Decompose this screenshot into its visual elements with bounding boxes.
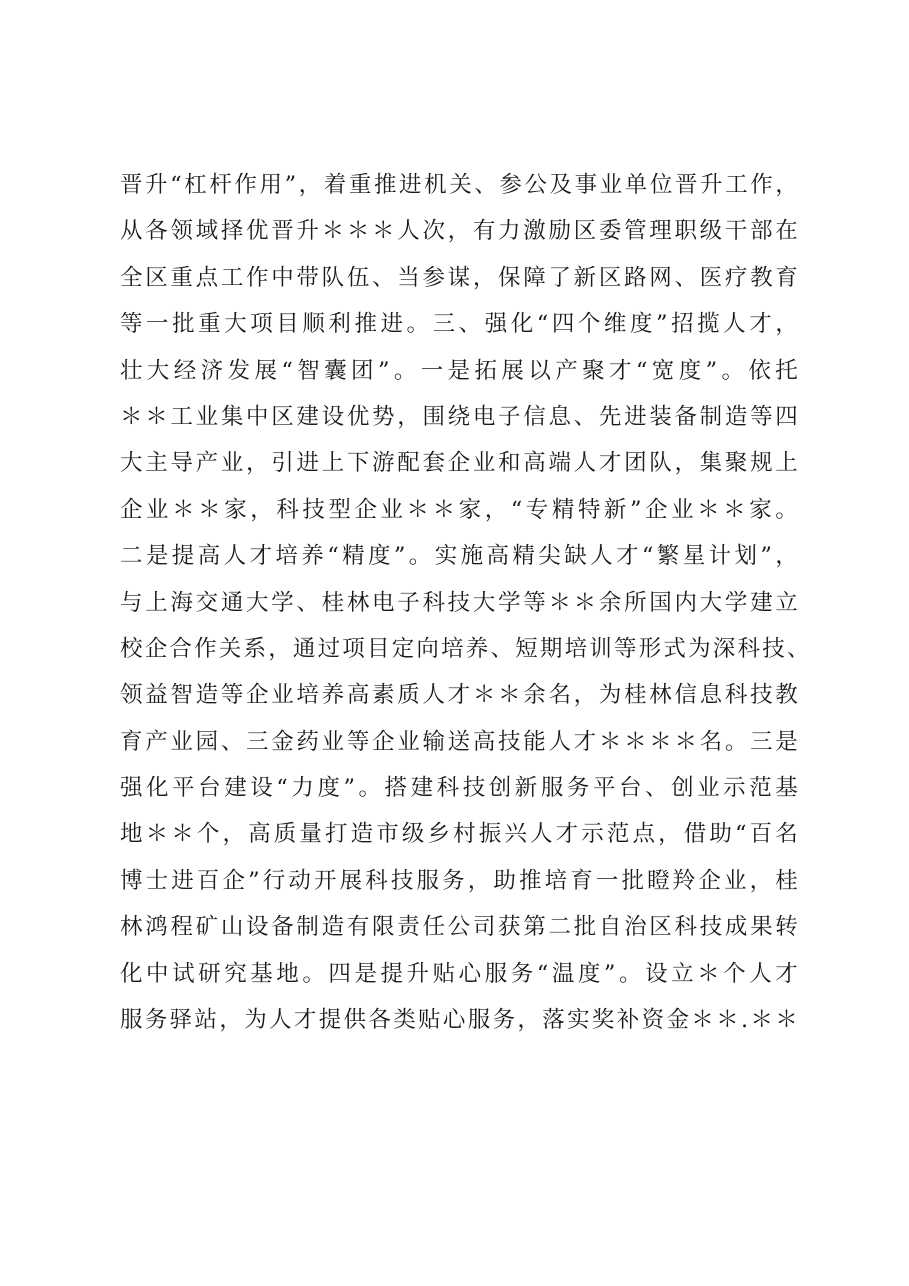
text-line: 育产业园、三金药业等企业输送高技能人才＊＊＊＊名。三是 [120, 728, 800, 755]
text-line: 林鸿程矿山设备制造有限责任公司获第二批自治区科技成果转 [120, 914, 800, 941]
text-line: 领益智造等企业培养高素质人才＊＊余名，为桂林信息科技教 [120, 682, 800, 709]
text-line: 全区重点工作中带队伍、当参谋，保障了新区路网、医疗教育 [120, 264, 800, 291]
text-line: 服务驿站，为人才提供各类贴心服务，落实奖补资金＊＊.＊＊ [120, 1007, 800, 1034]
text-line: 企业＊＊家，科技型企业＊＊家，“专精特新”企业＊＊家。 [120, 496, 800, 523]
text-line: 大主导产业，引进上下游配套企业和高端人才团队，集聚规上 [120, 450, 800, 477]
text-line: 晋升“杠杆作用”，着重推进机关、参公及事业单位晋升工作， [120, 172, 800, 198]
text-line: 强化平台建设“力度”。搭建科技创新服务平台、创业示范基 [120, 775, 800, 802]
text-line: 校企合作关系，通过项目定向培养、短期培训等形式为深科技、 [120, 635, 812, 662]
text-line: 与上海交通大学、桂林电子科技大学等＊＊余所国内大学建立 [120, 589, 800, 616]
text-line: 地＊＊个，高质量打造市级乡村振兴人才示范点，借助“百名 [120, 821, 800, 848]
text-line: 壮大经济发展“智囊团”。一是拓展以产聚才“宽度”。依托 [120, 357, 800, 384]
text-line: 化中试研究基地。四是提升贴心服务“温度”。设立＊个人才 [120, 960, 800, 987]
text-line: 从各领域择优晋升＊＊＊人次，有力激励区委管理职级干部在 [120, 218, 800, 245]
text-line: 博士进百企”行动开展科技服务，助推培育一批瞪羚企业，桂 [120, 867, 800, 894]
text-line: ＊＊工业集中区建设优势，围绕电子信息、先进装备制造等四 [120, 403, 800, 430]
text-line: 二是提高人才培养“精度”。实施高精尖缺人才“繁星计划”， [120, 543, 800, 570]
body-paragraph [120, 162, 812, 1043]
text-line: 等一批重大项目顺利推进。三、强化“四个维度”招揽人才， [120, 311, 800, 338]
